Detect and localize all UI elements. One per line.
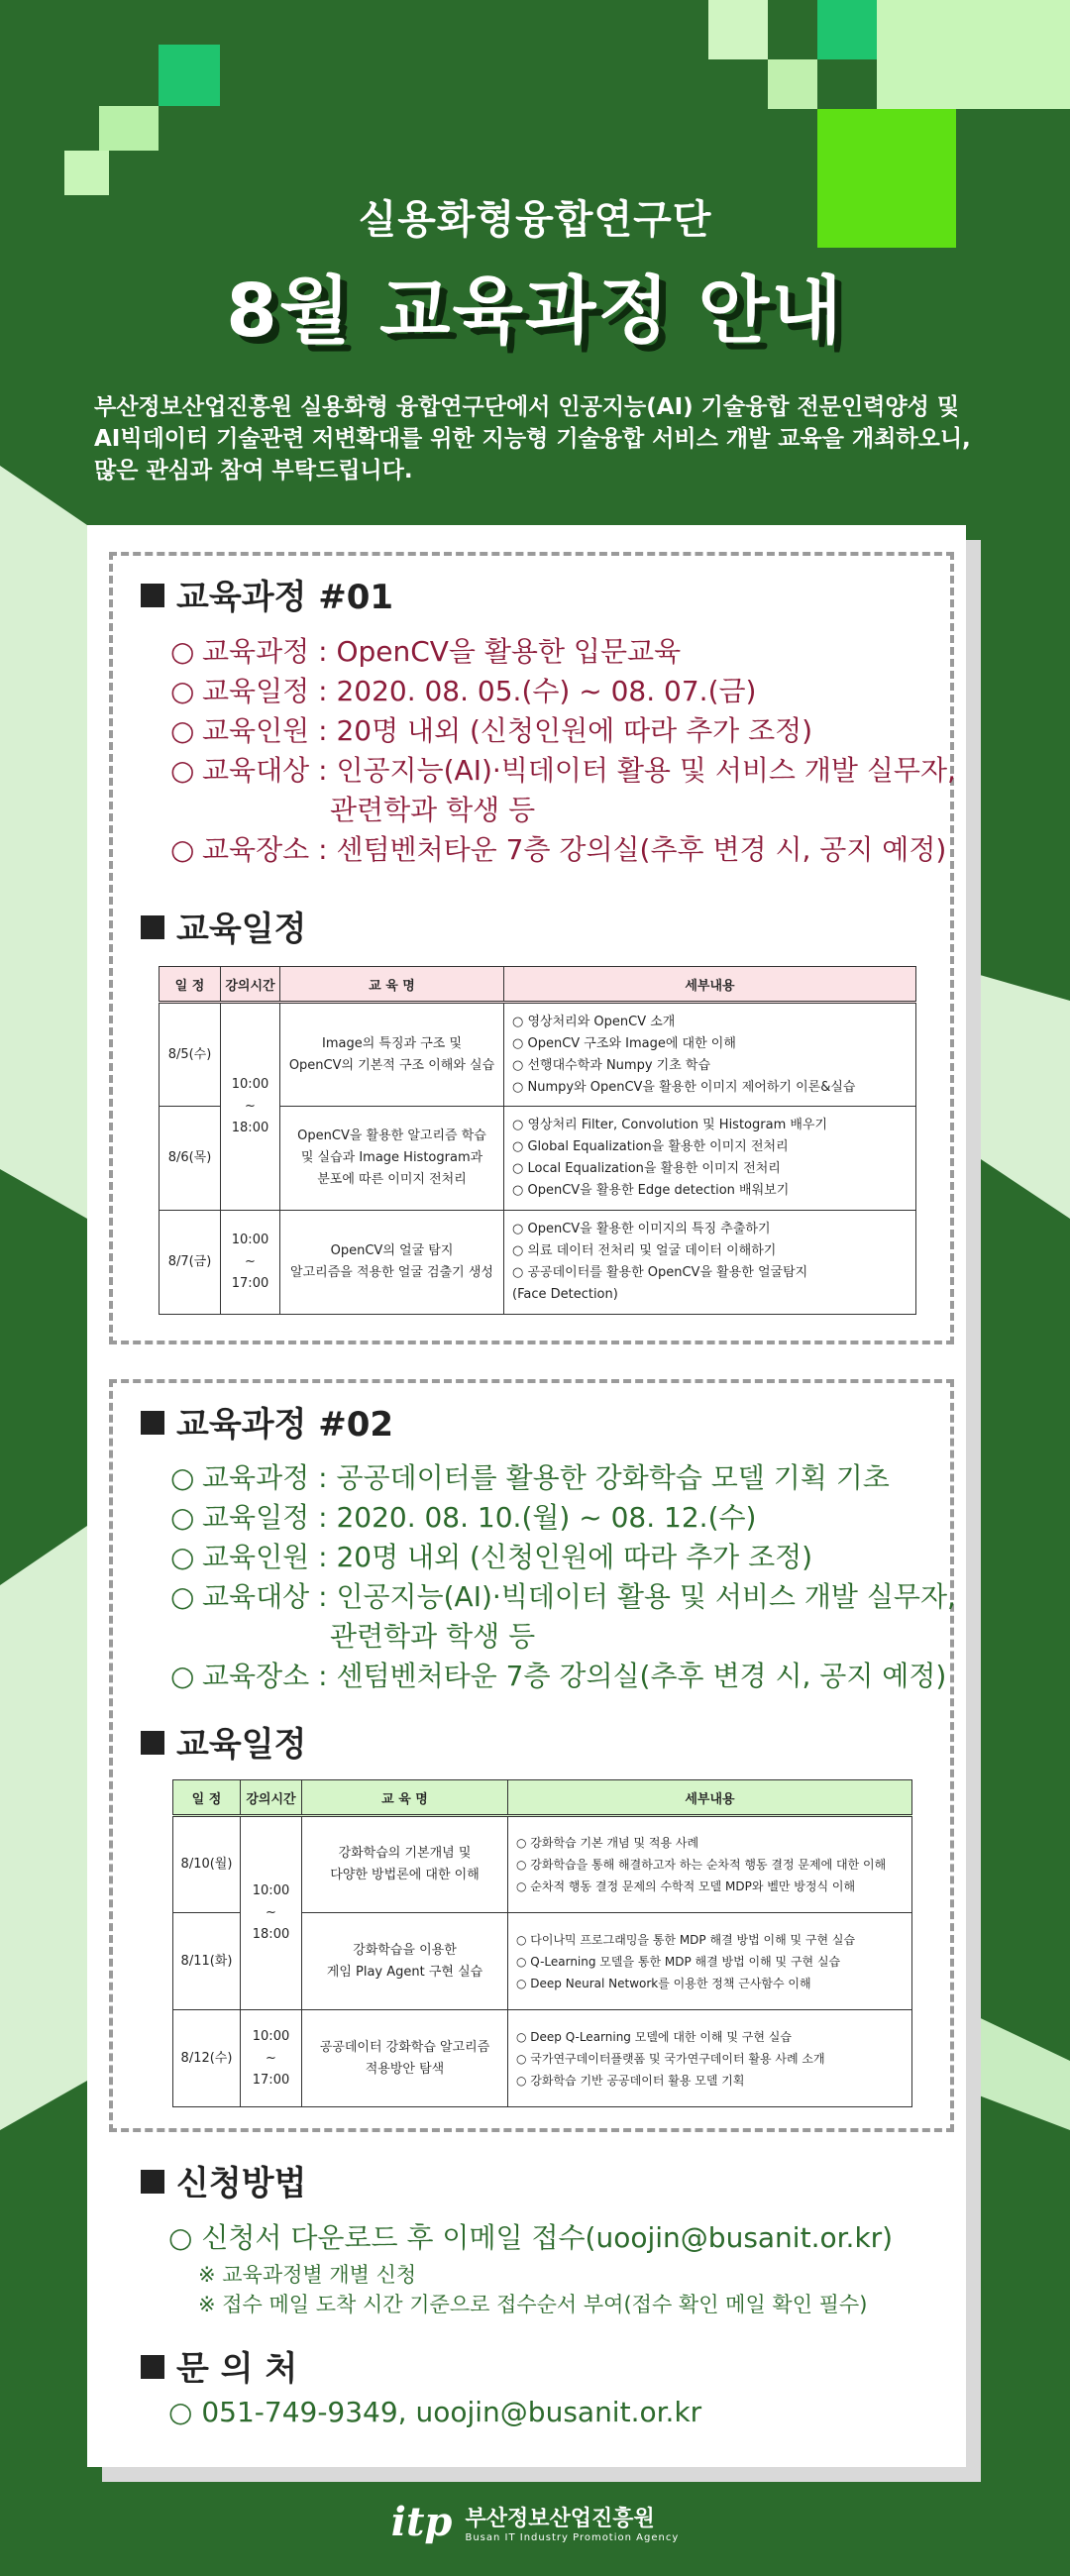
course-name-cell: 공공데이터 강화학습 알고리즘 적용방안 탐색 — [302, 2010, 508, 2107]
intro-text — [94, 391, 1006, 486]
table-row — [160, 1003, 916, 1107]
apply-title: 신청방법 — [141, 2156, 306, 2204]
course-name-cell: 강화학습의 기본개념 및 다양한 방법론에 대한 이해 — [302, 1816, 508, 1913]
table-row — [160, 1211, 916, 1315]
info-row: ○ 교육대상 : 인공지능(AI)·빅데이터 활용 및 서비스 개발 실무자, — [170, 754, 956, 787]
org-name-kr: 부산정보산업진흥원 — [465, 2506, 655, 2531]
course-name-cell: Image의 특징과 구조 및 OpenCV의 기본적 구조 이해와 실습 — [280, 1003, 504, 1107]
info-row: ○ 교육대상 : 인공지능(AI)·빅데이터 활용 및 서비스 개발 실무자, — [170, 1580, 956, 1613]
info-row: ○ 교육과정 : OpenCV을 활용한 입문교육 — [170, 635, 682, 668]
deco-square — [708, 0, 768, 59]
apply-note: ※ 교육과정별 개별 신청 — [198, 2263, 417, 2287]
info-row: ○ 교육인원 : 20명 내외 (신청인원에 따라 추가 조정) — [170, 714, 813, 747]
details-cell: ○ 강화학습 기본 개념 및 적용 사례 ○ 강화학습을 통해 해결하고자 하는 순차적 행동 결정 문제에 대한 이해 ○ 순차적 행동 결정 문제의 수학적 모델 MDP와 벨만 방정식 이해 — [508, 1816, 912, 1913]
info-row: ○ 교육일정 : 2020. 08. 05.(수) ~ 08. 07.(금) — [170, 675, 757, 707]
info-row: ○ 교육과정 : 공공데이터를 활용한 강화학습 모델 기획 기초 — [170, 1461, 890, 1494]
apply-main: ○ 신청서 다운로드 후 이메일 접수(uoojin@busanit.or.kr) — [168, 2221, 894, 2254]
date-cell: 8/5(수) — [160, 1003, 221, 1107]
course1-title: 교육과정 #01 — [141, 570, 393, 618]
intro-line: 많은 관심과 참여 부탁드립니다. — [94, 458, 413, 483]
square-bullet-icon — [141, 915, 164, 939]
course-name-cell: 강화학습을 이용한 게임 Play Agent 구현 실습 — [302, 1913, 508, 2010]
details-cell: ○ 영상처리 Filter, Convolution 및 Histogram 배우기 ○ Global Equalization을 활용한 이미지 전처리 ○ Local Equalization을 활용한 이미지 전처리 ○ OpenCV을 활용한 Edge detection 배워보기 — [504, 1107, 916, 1211]
time-cell: 10:00 ~ 18:00 — [221, 1003, 280, 1211]
course2-schedule-title: 교육일정 — [141, 1717, 306, 1766]
date-cell: 8/6(목) — [160, 1107, 221, 1211]
square-bullet-icon — [141, 1731, 164, 1755]
details-cell: ○ Deep Q-Learning 모델에 대한 이해 및 구현 실습 ○ 국가연구데이터플랫폼 및 국가연구데이터 활용 사례 소개 ○ 강화학습 기반 공공데이터 활용 모델 기획 — [508, 2010, 912, 2107]
col-header: 일 정 — [173, 1780, 241, 1816]
intro-line: AI빅데이터 기술관련 저변확대를 위한 지능형 기술융합 서비스 개발 교육을 개최하오니, — [94, 426, 971, 452]
col-header: 일 정 — [160, 967, 221, 1003]
org-name: 실용화형융합연구단 — [358, 197, 712, 243]
info-row: ○ 교육인원 : 20명 내외 (신청인원에 따라 추가 조정) — [170, 1541, 813, 1573]
info-row: ○ 교육장소 : 센텀벤처타운 7층 강의실(추후 변경 시, 공지 예정) — [170, 1660, 947, 1692]
deco-square — [877, 0, 1070, 109]
course2-schedule-table — [172, 1779, 912, 2107]
course1-schedule-table — [159, 966, 916, 1315]
info-row-cont: 관련학과 학생 등 — [330, 794, 536, 826]
contact-main: ○ 051-749-9349, uoojin@busanit.or.kr — [168, 2396, 702, 2428]
course2-title: 교육과정 #02 — [141, 1397, 393, 1446]
deco-square — [817, 0, 877, 59]
course2-info — [170, 1458, 956, 1696]
details-cell: ○ 다이나믹 프로그래밍을 통한 MDP 해결 방법 이해 및 구현 실습 ○ Q-Learning 모델을 통한 MDP 해결 방법 이해 및 구현 실습 ○ Deep Neural Network를 이용한 정책 근사함수 이해 — [508, 1913, 912, 2010]
info-row-cont: 관련학과 학생 등 — [330, 1620, 536, 1653]
table-row — [173, 1816, 912, 1913]
contact-title: 문 의 처 — [141, 2341, 297, 2390]
intro-line: 부산정보산업진흥원 실용화형 융합연구단에서 인공지능(AI) 기술융합 전문인력양성 및 — [94, 394, 960, 420]
square-bullet-icon — [141, 2170, 164, 2194]
col-header: 강의시간 — [241, 1780, 302, 1816]
date-cell: 8/12(수) — [173, 2010, 241, 2107]
itp-logo-icon: itp — [390, 2499, 453, 2545]
col-header: 세부내용 — [508, 1780, 912, 1816]
time-cell: 10:00 ~ 17:00 — [221, 1211, 280, 1315]
course1-schedule-title: 교육일정 — [141, 902, 306, 950]
footer-logo — [0, 2499, 1070, 2545]
course-name-cell: OpenCV의 얼굴 탐지 알고리즘을 적용한 얼굴 검출기 생성 — [280, 1211, 504, 1315]
page-title: 8월 교육과정 안내 — [226, 268, 844, 354]
details-cell: ○ 영상처리와 OpenCV 소개 ○ OpenCV 구조와 Image에 대한 이해 ○ 선행대수학과 Numpy 기초 학습 ○ Numpy와 OpenCV을 활용한 이미지 제어하기 이론&실습 — [504, 1003, 916, 1107]
square-bullet-icon — [141, 1411, 164, 1435]
info-row: ○ 교육장소 : 센텀벤처타운 7층 강의실(추후 변경 시, 공지 예정) — [170, 833, 947, 866]
deco-square — [159, 45, 220, 106]
deco-square — [768, 59, 817, 109]
time-cell: 10:00 ~ 17:00 — [241, 2010, 302, 2107]
course1-info — [170, 632, 956, 870]
col-header: 세부내용 — [504, 967, 916, 1003]
course-name-cell: OpenCV을 활용한 알고리즘 학습 및 실습과 Image Histogram과 분포에 따른 이미지 전처리 — [280, 1107, 504, 1211]
col-header: 강의시간 — [221, 967, 280, 1003]
org-name-en: Busan IT Industry Promotion Agency — [465, 2531, 680, 2543]
col-header: 교 육 명 — [280, 967, 504, 1003]
date-cell: 8/11(화) — [173, 1913, 241, 2010]
table-row — [173, 2010, 912, 2107]
time-cell: 10:00 ~ 18:00 — [241, 1816, 302, 2010]
details-cell: ○ OpenCV을 활용한 이미지의 특징 추출하기 ○ 의료 데이터 전처리 및 얼굴 데이터 이해하기 ○ 공공데이터를 활용한 OpenCV을 활용한 얼굴탐지 (Face Detection) — [504, 1211, 916, 1315]
apply-note: ※ 접수 메일 도착 시간 기준으로 접수순서 부여(접수 확인 메일 확인 필수) — [198, 2293, 868, 2316]
square-bullet-icon — [141, 2355, 164, 2379]
date-cell: 8/10(월) — [173, 1816, 241, 1913]
date-cell: 8/7(금) — [160, 1211, 221, 1315]
header — [0, 188, 1070, 358]
deco-square — [99, 106, 159, 151]
square-bullet-icon — [141, 584, 164, 607]
col-header: 교 육 명 — [302, 1780, 508, 1816]
info-row: ○ 교육일정 : 2020. 08. 10.(월) ~ 08. 12.(수) — [170, 1501, 757, 1534]
